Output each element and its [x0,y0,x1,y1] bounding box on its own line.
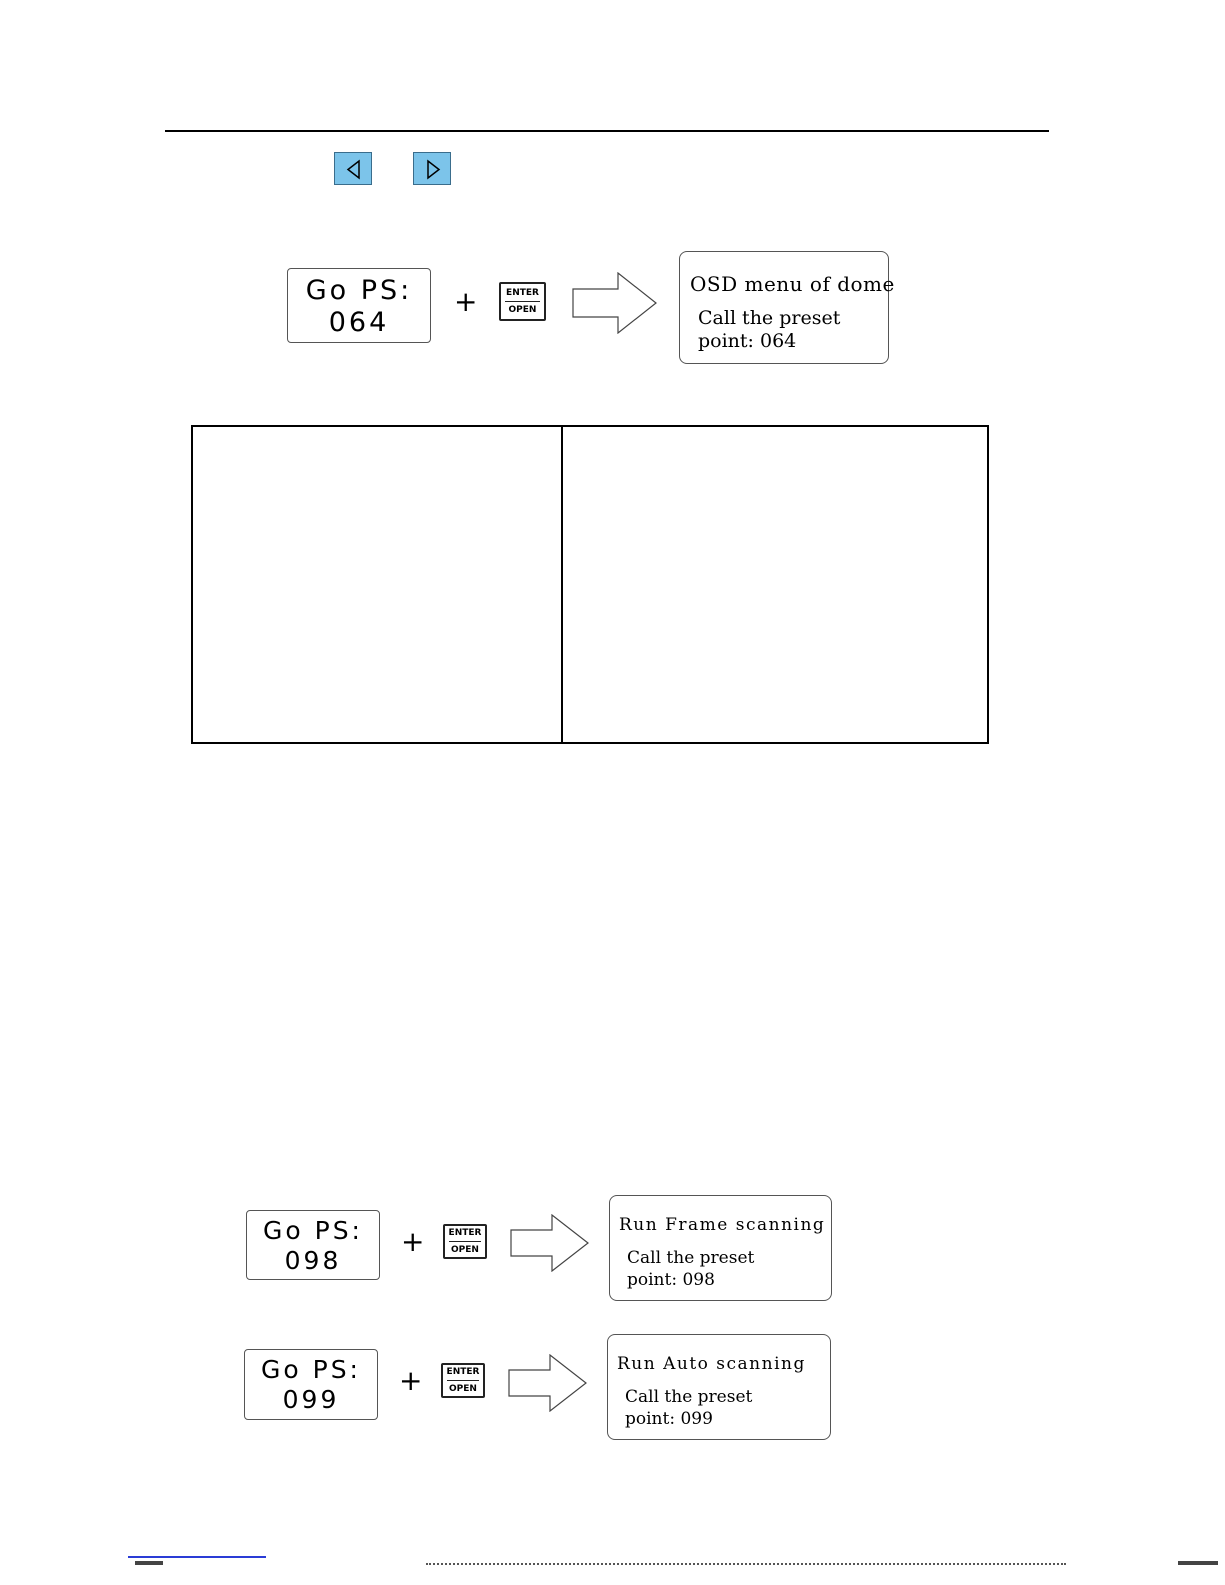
keypad-line1: Go PS: [305,275,413,306]
osd-line1: Call the preset [698,307,841,329]
osd-screen [679,251,895,364]
keypad-line1: Go PS: [261,1355,361,1384]
osd-line2: point: 098 [627,1270,715,1290]
osd-line1: Call the preset [625,1387,753,1407]
open-label: OPEN [508,305,537,315]
open-label: OPEN [451,1245,479,1255]
triangle-left-icon [335,153,373,186]
keypad-display [244,1349,378,1420]
right-arrow-icon [510,1214,590,1272]
enter-label: ENTER [446,1367,480,1377]
osd-title: Run Frame scanning [619,1215,826,1235]
keypad-display [246,1210,380,1280]
plus-sign: + [401,1225,425,1258]
osd-title: OSD menu of dome [690,272,895,296]
keypad-line1: Go PS: [263,1216,363,1245]
header-rule [165,130,1049,132]
plus-sign: + [399,1364,423,1397]
left-arrow-button[interactable] [334,152,372,185]
enter-open-key[interactable] [499,282,546,321]
osd-screen [607,1334,831,1440]
keypad-display [287,268,431,343]
right-arrow-icon [508,1354,588,1412]
triangle-right-icon [414,153,452,186]
enter-label: ENTER [506,288,539,298]
keypad-line2: 064 [328,307,390,338]
osd-title: Run Auto scanning [617,1354,806,1374]
footer-mark [135,1561,163,1565]
empty-table [191,425,989,744]
osd-line1: Call the preset [627,1248,755,1268]
footer-mark [1178,1561,1218,1565]
enter-label: ENTER [448,1228,482,1238]
keypad-line2: 099 [282,1385,340,1414]
plus-sign: + [454,285,478,318]
right-arrow-icon [572,272,658,334]
keypad-line2: 098 [284,1246,342,1275]
enter-open-key[interactable] [443,1224,487,1259]
osd-line2: point: 099 [625,1409,713,1429]
table-column-divider [561,427,563,742]
footer-link-underline [128,1556,266,1558]
enter-open-key[interactable] [441,1363,485,1398]
osd-line2: point: 064 [698,330,797,352]
open-label: OPEN [449,1384,477,1394]
osd-screen [609,1195,832,1301]
footer-dotted-line [426,1563,1066,1565]
right-arrow-button[interactable] [413,152,451,185]
